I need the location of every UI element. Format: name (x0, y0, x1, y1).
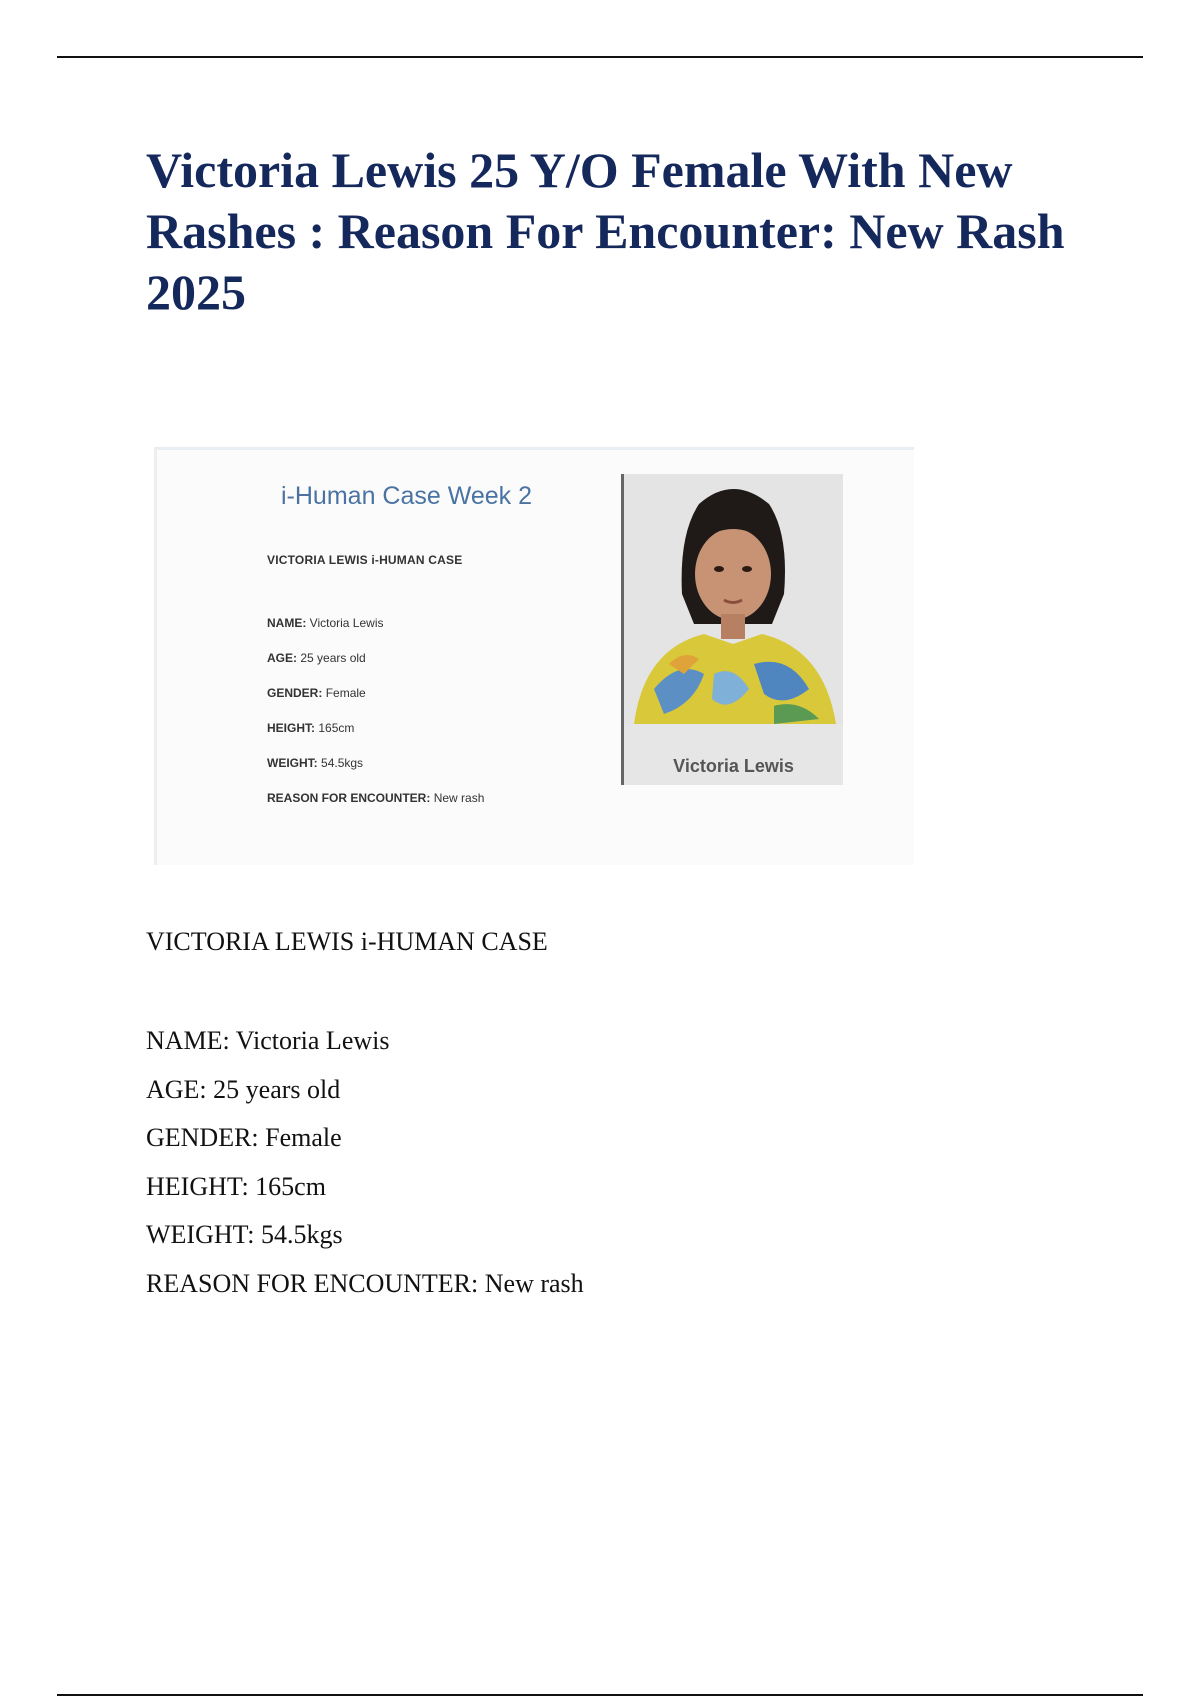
document-title: Victoria Lewis 25 Y/O Female With New Rashes : Reason For Encounter: New Rash 2025 (146, 142, 1065, 320)
detail-name: NAME: Victoria Lewis (146, 1026, 390, 1055)
card-info-item: HEIGHT: 165cm (267, 721, 355, 735)
card-title: i-Human Case Week 2 (281, 482, 533, 510)
card-info-item: GENDER: Female (267, 686, 366, 700)
patient-portrait (621, 474, 843, 785)
detail-weight: WEIGHT: 54.5kgs (146, 1220, 343, 1249)
card-info-item: NAME: Victoria Lewis (267, 616, 384, 630)
portrait-name-label: Victoria Lewis (673, 756, 794, 776)
detail-age: AGE: 25 years old (146, 1074, 341, 1104)
card-subtitle: VICTORIA LEWIS i-HUMAN CASE (267, 553, 463, 567)
detail-height: HEIGHT: 165cm (146, 1171, 326, 1201)
card-info-item: AGE: 25 years old (267, 651, 366, 665)
patient-avatar-icon (624, 474, 843, 724)
bottom-rule (57, 1694, 1143, 1696)
top-rule (57, 56, 1143, 58)
card-info-item: WEIGHT: 54.5kgs (267, 756, 364, 770)
patient-details-list (146, 1022, 584, 1313)
detail-reason: REASON FOR ENCOUNTER: New rash (146, 1268, 584, 1298)
detail-gender: GENDER: Female (146, 1123, 342, 1152)
case-card-image (154, 447, 914, 865)
case-heading: VICTORIA LEWIS i-HUMAN CASE (146, 927, 548, 956)
card-info-list (267, 616, 484, 826)
card-info-item: REASON FOR ENCOUNTER: New rash (267, 791, 485, 805)
